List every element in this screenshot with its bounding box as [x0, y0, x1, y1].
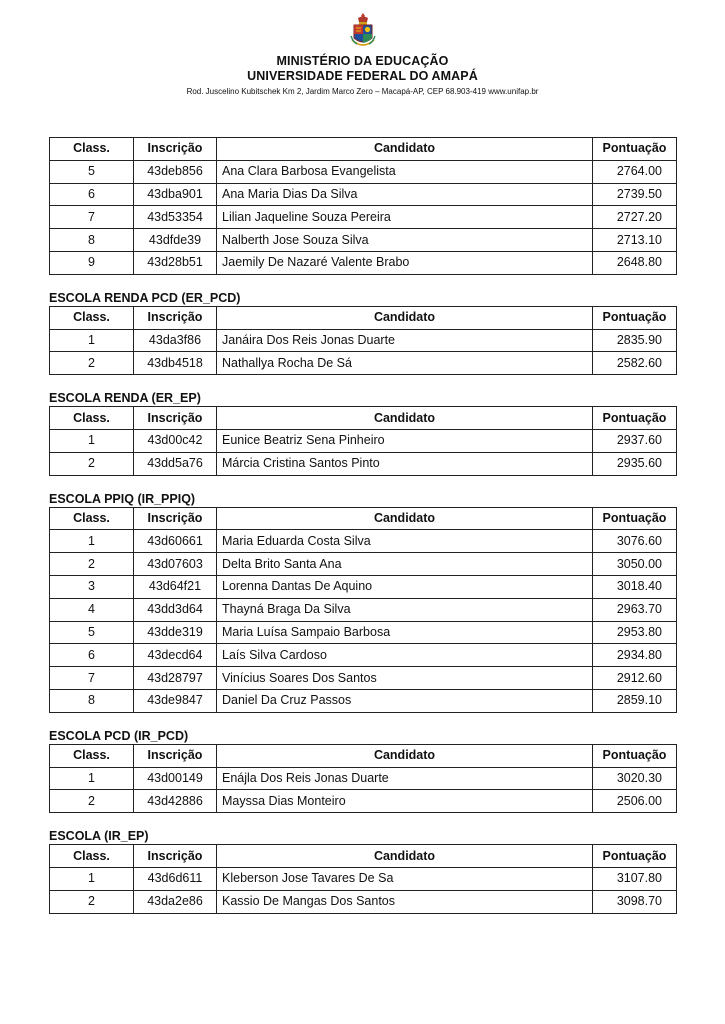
cell-candidato: Enájla Dos Reis Jonas Duarte: [217, 767, 593, 790]
table-row: [50, 621, 677, 644]
cell-candidato: Márcia Cristina Santos Pinto: [217, 452, 593, 475]
cell-inscricao: 43d6d611: [134, 867, 217, 890]
table-row: [50, 767, 677, 790]
column-header-class: Class.: [50, 407, 134, 430]
column-header-pontuacao: Pontuação: [593, 306, 677, 329]
column-header-class: Class.: [50, 845, 134, 868]
cell-candidato: Ana Maria Dias Da Silva: [217, 183, 593, 206]
results-section: [49, 391, 676, 475]
cell-candidato: Kassio De Mangas Dos Santos: [217, 890, 593, 913]
cell-class: 8: [50, 229, 134, 252]
cell-inscricao: 43d07603: [134, 553, 217, 576]
column-header-inscricao: Inscrição: [134, 306, 217, 329]
table-row: [50, 160, 677, 183]
cell-candidato: Daniel Da Cruz Passos: [217, 689, 593, 712]
table-row: [50, 598, 677, 621]
table-row: [50, 575, 677, 598]
cell-class: 1: [50, 530, 134, 553]
university-address: Rod. Juscelino Kubitschek Km 2, Jardim Marco Zero – Macapá-AP, CEP 68.903-419 www.unifap.br: [186, 87, 539, 96]
cell-candidato: Nathallya Rocha De Sá: [217, 352, 593, 375]
cell-pontuacao: 2506.00: [593, 790, 677, 813]
cell-inscricao: 43decd64: [134, 644, 217, 667]
column-header-pontuacao: Pontuação: [593, 744, 677, 767]
cell-class: 5: [50, 160, 134, 183]
cell-pontuacao: 3076.60: [593, 530, 677, 553]
table-row: [50, 890, 677, 913]
results-table: [49, 137, 677, 275]
cell-class: 6: [50, 644, 134, 667]
cell-pontuacao: 2934.80: [593, 644, 677, 667]
cell-inscricao: 43da3f86: [134, 329, 217, 352]
column-header-pontuacao: Pontuação: [593, 138, 677, 161]
column-header-candidato: Candidato: [217, 407, 593, 430]
cell-class: 1: [50, 767, 134, 790]
cell-inscricao: 43deb856: [134, 160, 217, 183]
results-section: [49, 729, 676, 813]
cell-inscricao: 43d60661: [134, 530, 217, 553]
section-title: ESCOLA RENDA PCD (ER_PCD): [49, 290, 241, 305]
cell-class: 5: [50, 621, 134, 644]
ministry-title: MINISTÉRIO DA EDUCAÇÃO: [276, 54, 449, 68]
results-section: [49, 829, 676, 913]
cell-candidato: Laís Silva Cardoso: [217, 644, 593, 667]
column-header-candidato: Candidato: [217, 845, 593, 868]
university-title: UNIVERSIDADE FEDERAL DO AMAPÁ: [247, 69, 478, 83]
table-row: [50, 530, 677, 553]
cell-class: 9: [50, 251, 134, 274]
cell-pontuacao: 3098.70: [593, 890, 677, 913]
column-header-class: Class.: [50, 507, 134, 530]
cell-inscricao: 43d00149: [134, 767, 217, 790]
cell-candidato: Delta Brito Santa Ana: [217, 553, 593, 576]
column-header-inscricao: Inscrição: [134, 744, 217, 767]
table-header-row: [50, 407, 677, 430]
cell-class: 1: [50, 429, 134, 452]
table-header-row: [50, 138, 677, 161]
column-header-pontuacao: Pontuação: [593, 507, 677, 530]
section-title: ESCOLA PPIQ (IR_PPIQ): [49, 491, 196, 506]
cell-class: 7: [50, 667, 134, 690]
cell-candidato: Maria Luísa Sampaio Barbosa: [217, 621, 593, 644]
table-row: [50, 206, 677, 229]
cell-candidato: Ana Clara Barbosa Evangelista: [217, 160, 593, 183]
results-section: [49, 122, 676, 275]
column-header-inscricao: Inscrição: [134, 845, 217, 868]
cell-candidato: Lilian Jaqueline Souza Pereira: [217, 206, 593, 229]
cell-candidato: Jaemily De Nazaré Valente Brabo: [217, 251, 593, 274]
column-header-candidato: Candidato: [217, 744, 593, 767]
cell-class: 3: [50, 575, 134, 598]
cell-class: 2: [50, 452, 134, 475]
cell-candidato: Janáira Dos Reis Jonas Duarte: [217, 329, 593, 352]
column-header-class: Class.: [50, 138, 134, 161]
cell-pontuacao: 2835.90: [593, 329, 677, 352]
cell-class: 1: [50, 329, 134, 352]
column-header-inscricao: Inscrição: [134, 507, 217, 530]
cell-class: 2: [50, 890, 134, 913]
column-header-inscricao: Inscrição: [134, 407, 217, 430]
cell-pontuacao: 2764.00: [593, 160, 677, 183]
cell-pontuacao: 3107.80: [593, 867, 677, 890]
results-section: [49, 291, 676, 375]
cell-inscricao: 43d00c42: [134, 429, 217, 452]
cell-pontuacao: 2713.10: [593, 229, 677, 252]
section-title: ESCOLA (IR_EP): [49, 829, 149, 844]
cell-class: 2: [50, 352, 134, 375]
table-row: [50, 329, 677, 352]
cell-pontuacao: 2937.60: [593, 429, 677, 452]
table-row: [50, 553, 677, 576]
column-header-inscricao: Inscrição: [134, 138, 217, 161]
cell-inscricao: 43dd5a76: [134, 452, 217, 475]
cell-pontuacao: 2648.80: [593, 251, 677, 274]
cell-inscricao: 43dde319: [134, 621, 217, 644]
cell-candidato: Kleberson Jose Tavares De Sa: [217, 867, 593, 890]
table-row: [50, 251, 677, 274]
cell-inscricao: 43d28b51: [134, 251, 217, 274]
section-title: [49, 122, 676, 136]
results-table: [49, 306, 677, 375]
cell-candidato: Maria Eduarda Costa Silva: [217, 530, 593, 553]
column-header-class: Class.: [50, 306, 134, 329]
cell-candidato: Vinícius Soares Dos Santos: [217, 667, 593, 690]
cell-pontuacao: 2727.20: [593, 206, 677, 229]
cell-pontuacao: 2935.60: [593, 452, 677, 475]
cell-class: 7: [50, 206, 134, 229]
table-row: [50, 352, 677, 375]
cell-pontuacao: 2912.60: [593, 667, 677, 690]
cell-class: 2: [50, 790, 134, 813]
cell-candidato: Eunice Beatriz Sena Pinheiro: [217, 429, 593, 452]
cell-class: 6: [50, 183, 134, 206]
table-header-row: [50, 306, 677, 329]
document-header: [0, 12, 725, 98]
results-table: [49, 844, 677, 913]
cell-pontuacao: 3050.00: [593, 553, 677, 576]
cell-pontuacao: 2739.50: [593, 183, 677, 206]
cell-candidato: Nalberth Jose Souza Silva: [217, 229, 593, 252]
column-header-class: Class.: [50, 744, 134, 767]
cell-inscricao: 43da2e86: [134, 890, 217, 913]
cell-inscricao: 43de9847: [134, 689, 217, 712]
table-row: [50, 689, 677, 712]
cell-class: 8: [50, 689, 134, 712]
table-row: [50, 790, 677, 813]
column-header-pontuacao: Pontuação: [593, 845, 677, 868]
results-table: [49, 507, 677, 713]
cell-candidato: Lorenna Dantas De Aquino: [217, 575, 593, 598]
column-header-candidato: Candidato: [217, 507, 593, 530]
cell-pontuacao: 2963.70: [593, 598, 677, 621]
cell-class: 2: [50, 553, 134, 576]
cell-candidato: Thayná Braga Da Silva: [217, 598, 593, 621]
column-header-candidato: Candidato: [217, 138, 593, 161]
cell-candidato: Mayssa Dias Monteiro: [217, 790, 593, 813]
table-row: [50, 229, 677, 252]
results-table: [49, 406, 677, 475]
column-header-candidato: Candidato: [217, 306, 593, 329]
column-header-pontuacao: Pontuação: [593, 407, 677, 430]
cell-pontuacao: 2953.80: [593, 621, 677, 644]
table-row: [50, 667, 677, 690]
cell-inscricao: 43dba901: [134, 183, 217, 206]
results-table: [49, 744, 677, 813]
cell-inscricao: 43d64f21: [134, 575, 217, 598]
cell-inscricao: 43d42886: [134, 790, 217, 813]
table-header-row: [50, 744, 677, 767]
cell-pontuacao: 2859.10: [593, 689, 677, 712]
cell-pontuacao: 3020.30: [593, 767, 677, 790]
cell-inscricao: 43dfde39: [134, 229, 217, 252]
section-title: ESCOLA RENDA (ER_EP): [49, 391, 201, 406]
section-title: ESCOLA PCD (IR_PCD): [49, 728, 189, 743]
cell-class: 1: [50, 867, 134, 890]
cell-inscricao: 43d53354: [134, 206, 217, 229]
university-crest-icon: [350, 12, 376, 50]
table-row: [50, 183, 677, 206]
cell-inscricao: 43db4518: [134, 352, 217, 375]
cell-pontuacao: 2582.60: [593, 352, 677, 375]
cell-pontuacao: 3018.40: [593, 575, 677, 598]
cell-inscricao: 43d28797: [134, 667, 217, 690]
results-section: [49, 492, 676, 713]
table-row: [50, 429, 677, 452]
cell-inscricao: 43dd3d64: [134, 598, 217, 621]
results-content: [49, 122, 676, 930]
table-row: [50, 644, 677, 667]
table-header-row: [50, 507, 677, 530]
table-row: [50, 867, 677, 890]
table-header-row: [50, 845, 677, 868]
table-row: [50, 452, 677, 475]
cell-class: 4: [50, 598, 134, 621]
